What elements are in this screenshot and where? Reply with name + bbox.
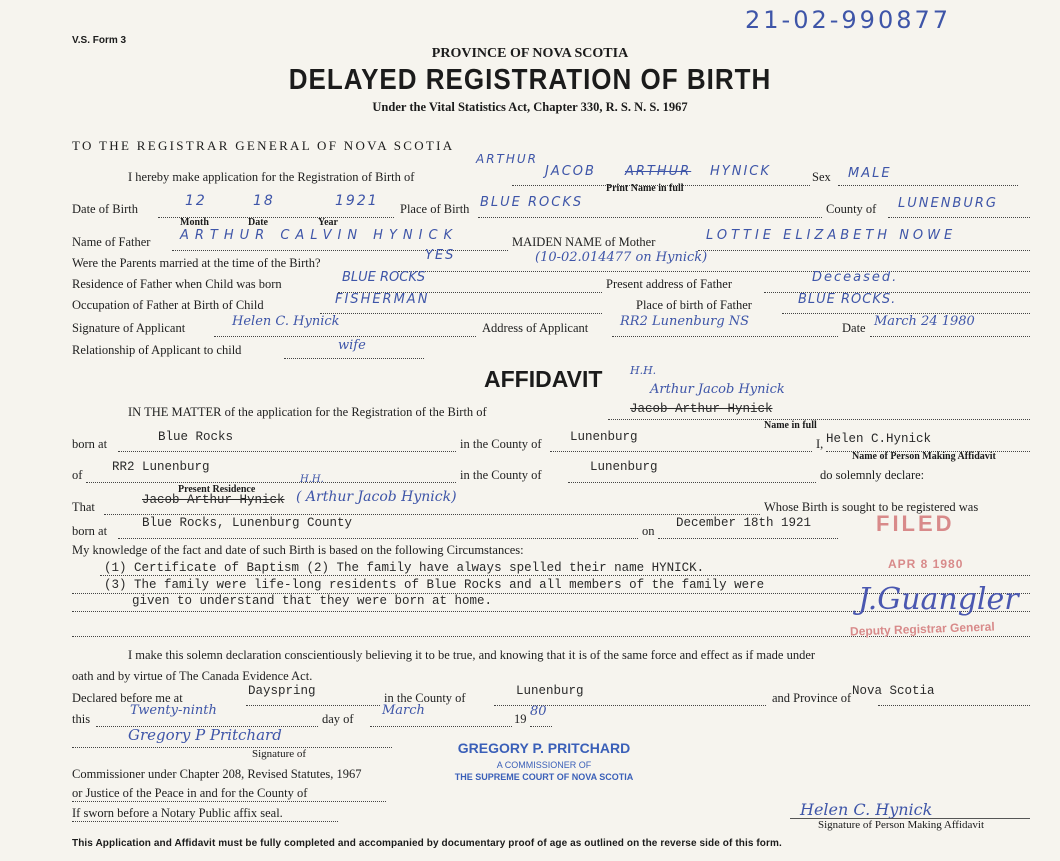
- circumstance-3: given to understand that they were born at home.: [132, 594, 493, 608]
- applicant-address-value: RR2 Lunenburg NS: [620, 314, 750, 329]
- form-title: DELAYED REGISTRATION OF BIRTH: [288, 62, 772, 96]
- of-value: RR2 Lunenburg: [112, 460, 210, 474]
- occupation-label: Occupation of Father at Birth of Child: [72, 298, 264, 312]
- in-county-label-2: in the County of: [460, 468, 542, 482]
- justice-label: or Justice of the Peace in and for the County of: [72, 786, 308, 800]
- born-at-value-2: Blue Rocks, Lunenburg County: [142, 516, 353, 530]
- residence-value: BLUE ROCKS: [342, 270, 426, 285]
- whose-birth-label: Whose Birth is sought to be registered was: [764, 500, 979, 514]
- county-label: County of: [826, 202, 877, 216]
- filed-date-stamp: APR 8 1980: [888, 557, 964, 571]
- born-at-label-2: born at: [72, 524, 108, 538]
- province-heading: PROVINCE OF NOVA SCOTIA: [431, 46, 629, 61]
- year-suffix: 80: [530, 704, 547, 719]
- footer-note: This Application and Affidavit must be fully completed and accompanied by documentary proof of age as outlined on the reverse side of this form.: [72, 838, 782, 849]
- present-address-label: Present address of Father: [606, 277, 733, 291]
- that-struck: Jacob Arthur Hynick: [142, 493, 285, 507]
- form-id: V.S. Form 3: [72, 35, 127, 46]
- circumstance-2: (3) The family were life-long residents of Blue Rocks and all members of the family were: [104, 578, 765, 592]
- matter-label: IN THE MATTER of the application for the Registration of the Birth of: [128, 405, 487, 419]
- place-value: BLUE ROCKS: [480, 195, 584, 210]
- matter-struck: Jacob Arthur Hynick: [630, 402, 773, 416]
- declared-county-label: in the County of: [384, 691, 466, 705]
- filed-stamp: FILED: [876, 511, 955, 536]
- father-birthplace-label: Place of birth of Father: [636, 298, 752, 312]
- name-first: JACOB: [545, 164, 596, 179]
- mother-label: MAIDEN NAME of Mother: [512, 235, 656, 249]
- day-of-label: day of: [322, 712, 354, 726]
- declare-label: do solemnly declare:: [820, 468, 925, 482]
- born-at-label: born at: [72, 437, 108, 451]
- commissioner-stamp-line-2: THE SUPREME COURT OF NOVA SCOTIA: [454, 772, 634, 782]
- that-initials: H.H.: [300, 474, 324, 485]
- affidavit-initials: H.H.: [630, 364, 657, 377]
- commissioner-stamp-name: GREGORY P. PRITCHARD: [457, 740, 631, 756]
- date-value: March 24 1980: [874, 314, 975, 329]
- form-subtitle: Under the Vital Statistics Act, Chapter 330, R. S. N. S. 1967: [372, 100, 688, 114]
- present-address-value: Deceased.: [812, 270, 899, 285]
- dob-label: Date of Birth: [72, 202, 138, 216]
- on-value: December 18th 1921: [676, 516, 812, 530]
- province-value: Nova Scotia: [852, 684, 935, 698]
- affiant-signature-caption: Signature of Person Making Affidavit: [818, 819, 984, 831]
- father-birthplace-value: BLUE ROCKS.: [798, 292, 897, 307]
- notary-label: If sworn before a Notary Public affix seal.: [72, 806, 283, 820]
- county-value-2: Lunenburg: [590, 460, 658, 474]
- knowledge-label: My knowledge of the fact and date of such Birth is based on the following Circumstances:: [72, 543, 524, 557]
- name-full-caption: Name in full: [764, 420, 817, 431]
- declaration-line-1: I make this solemn declaration conscientiously believing it to be true, and knowing that it is of the same force and effect as if made under: [128, 648, 816, 662]
- declared-place: Dayspring: [248, 684, 316, 698]
- date-label: Date: [842, 321, 866, 335]
- born-at-value: Blue Rocks: [158, 430, 234, 444]
- married-value: YES: [425, 248, 456, 263]
- province-label: and Province of: [772, 691, 852, 705]
- dob-year: 1921: [335, 193, 379, 209]
- married-label: Were the Parents married at the time of the Birth?: [72, 256, 321, 270]
- of-label: of: [72, 468, 83, 482]
- circumstance-1: (1) Certificate of Baptism (2) The family have always spelled their name HYNICK.: [104, 561, 705, 575]
- month-value: March: [382, 703, 425, 718]
- declaration-line-2: oath and by virtue of The Canada Evidence Act.: [72, 669, 313, 683]
- place-label: Place of Birth: [400, 202, 470, 216]
- county-value-1: Lunenburg: [570, 430, 638, 444]
- affiant-caption: Name of Person Making Affidavit: [852, 451, 996, 462]
- declared-county: Lunenburg: [516, 684, 584, 698]
- applicant-signature: Helen C. Hynick: [232, 314, 340, 329]
- commissioner-stamp-line-1: A COMMISSIONER OF: [496, 760, 592, 770]
- signature-of-caption: Signature of: [252, 748, 307, 760]
- dob-month: 12: [185, 193, 207, 209]
- present-residence-caption: Present Residence: [178, 484, 256, 495]
- married-note: (10-02.014477 on Hynick): [535, 250, 708, 265]
- relationship-label: Relationship of Applicant to child: [72, 343, 242, 357]
- commissioner-label: Commissioner under Chapter 208, Revised Statutes, 1967: [72, 767, 362, 781]
- on-label: on: [642, 524, 655, 538]
- name-struck: ARTHUR: [625, 164, 692, 179]
- sex-label: Sex: [812, 170, 831, 184]
- i-label: I,: [816, 437, 824, 451]
- addressee: TO THE REGISTRAR GENERAL OF NOVA SCOTIA: [72, 138, 455, 153]
- year-prefix: 19: [514, 712, 527, 726]
- residence-label: Residence of Father when Child was born: [72, 277, 282, 291]
- affidavit-title: AFFIDAVIT: [484, 366, 603, 392]
- occupation-value: FISHERMAN: [335, 292, 430, 307]
- sex-value: MALE: [848, 166, 892, 181]
- in-county-label-1: in the County of: [460, 437, 542, 451]
- that-label: That: [72, 500, 95, 514]
- father-value: ARTHUR CALVIN HYNICK: [180, 228, 459, 243]
- declared-label: Declared before me at: [72, 691, 183, 705]
- affiant-name: Helen C.Hynick: [826, 432, 932, 446]
- signature-label: Signature of Applicant: [72, 321, 186, 335]
- county-value: LUNENBURG: [898, 196, 998, 211]
- name-last: HYNICK: [710, 164, 771, 179]
- deputy-signature: J.Guangler: [858, 582, 1019, 617]
- that-correction: ( Arthur Jacob Hynick): [296, 489, 457, 505]
- name-correction: ARTHUR: [476, 152, 539, 166]
- applicant-address-label: Address of Applicant: [482, 321, 589, 335]
- affiant-signature: Helen C. Hynick: [800, 800, 933, 819]
- month-caption: Month: [180, 217, 209, 228]
- day-value: Twenty-ninth: [130, 703, 217, 718]
- father-label: Name of Father: [72, 235, 151, 249]
- commissioner-signature: Gregory P Pritchard: [128, 726, 282, 744]
- year-caption: Year: [318, 217, 338, 228]
- application-intro: I hereby make application for the Registration of Birth of: [128, 170, 415, 184]
- print-name-caption: Print Name in full: [606, 183, 684, 194]
- mother-value: LOTTIE ELIZABETH NOWE: [706, 228, 957, 243]
- dob-day: 18: [253, 193, 275, 209]
- deputy-registrar-stamp: Deputy Registrar General: [849, 619, 995, 639]
- registration-number: 21-02-990877: [745, 6, 952, 34]
- date-caption: Date: [248, 217, 268, 228]
- relationship-value: wife: [338, 338, 366, 353]
- this-label: this: [72, 712, 91, 726]
- matter-correction: Arthur Jacob Hynick: [650, 382, 785, 397]
